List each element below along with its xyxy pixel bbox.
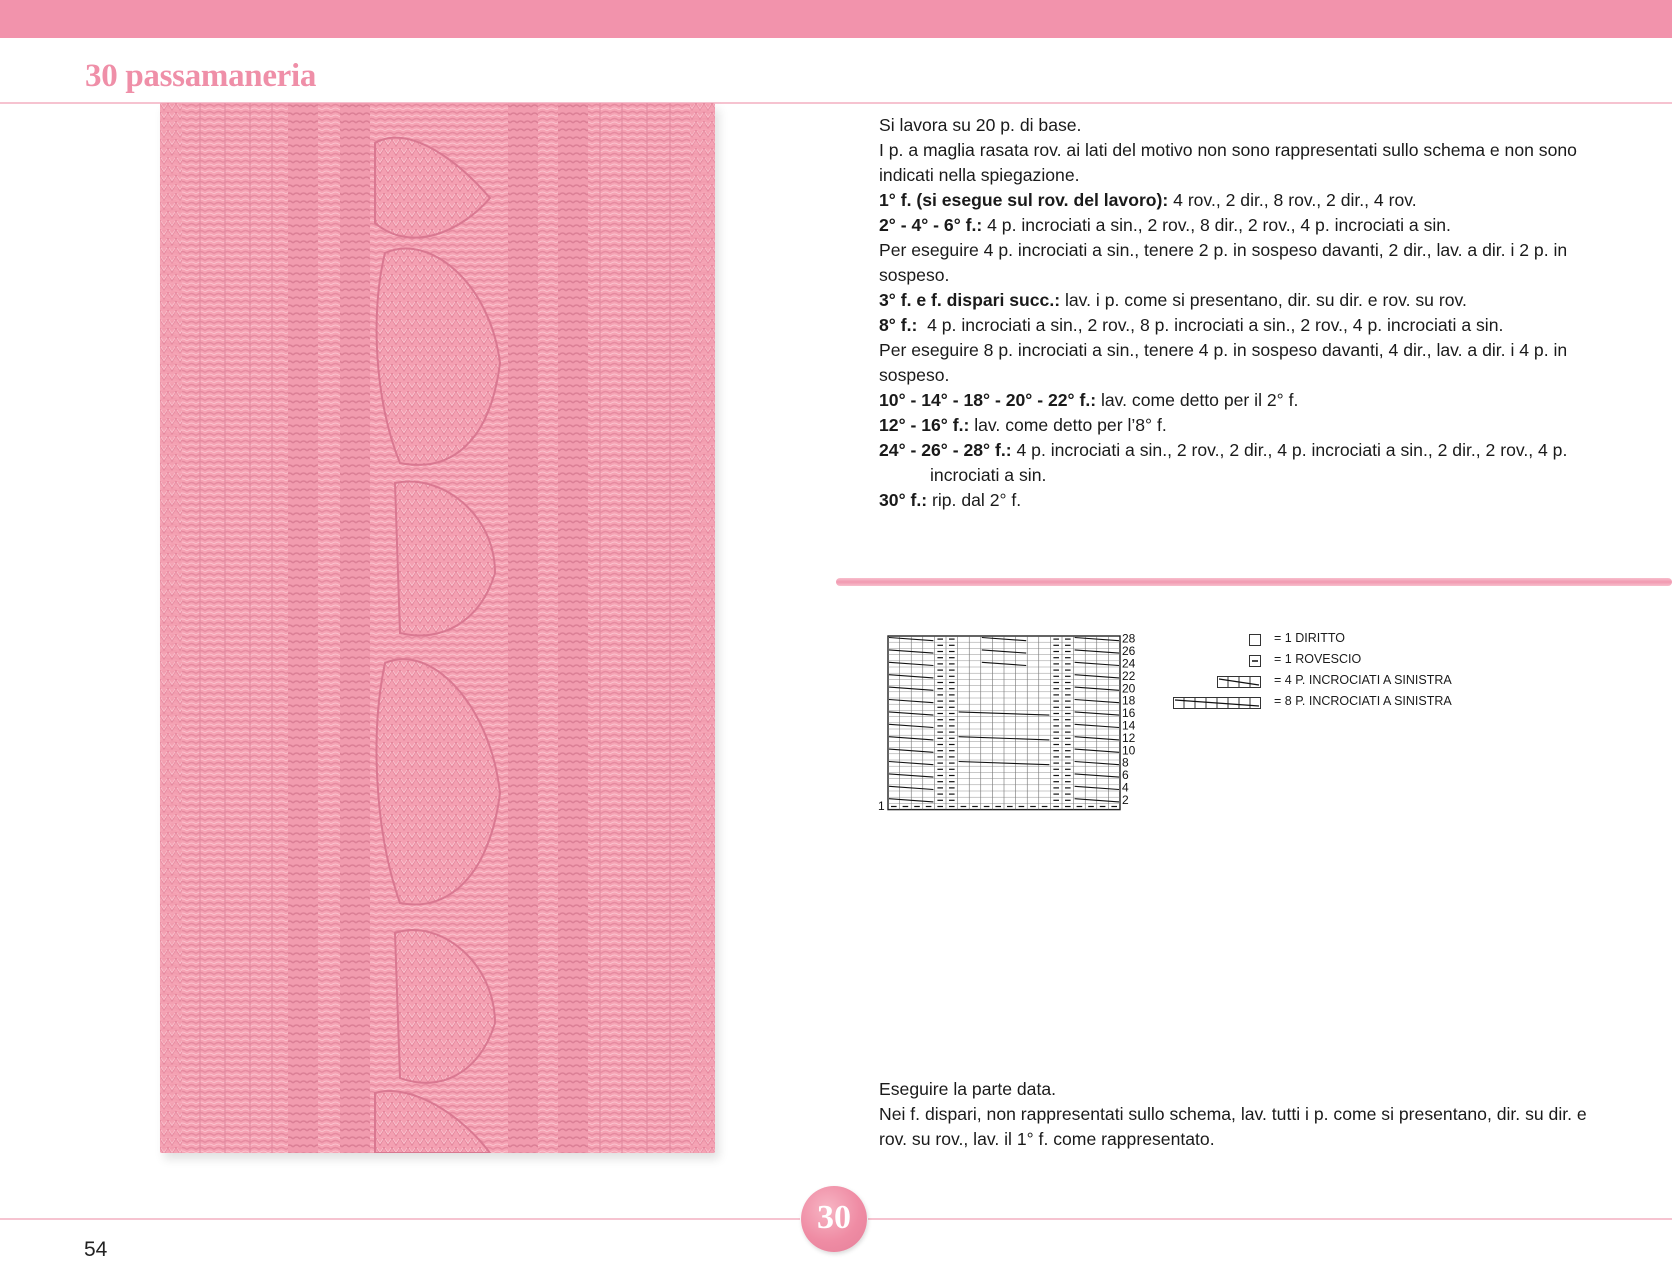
intro-base: Si lavora su 20 p. di base. [879, 115, 1082, 135]
row-30-text: rip. dal 2° f. [927, 490, 1022, 510]
row-1-text: 4 rov., 2 dir., 8 rov., 2 dir., 4 rov. [1168, 190, 1417, 210]
badge-number: 30 [817, 1199, 851, 1236]
bottom-note [879, 1077, 1599, 1152]
bottom-note-2: Nei f. dispari, non rappresentati sullo schema, lav. tutti i p. come si presentano, dir. su dir. e rov. su rov., lav. il 1° f. come rappresentato. [879, 1104, 1587, 1149]
row-number-label: 18 [1122, 693, 1136, 708]
row-10-label: 10° - 14° - 18° - 20° - 22° f.: [879, 390, 1097, 410]
row-2-text: 4 p. incrociati a sin., 2 rov., 8 dir., 2 rov., 4 p. incrociati a sin. [982, 215, 1451, 235]
row-number-label: 20 [1122, 681, 1136, 696]
row-2-note: Per eseguire 4 p. incrociati a sin., tenere 2 p. in sospeso davanti, 2 dir., lav. a dir. i 2 p. in sospeso. [879, 240, 1568, 285]
yarn-divider [836, 578, 1672, 586]
knit-swatch-icon [160, 103, 715, 1153]
row-number-label: 14 [1122, 718, 1136, 733]
knit-square-icon [1249, 634, 1261, 646]
row-number-label: 24 [1122, 656, 1136, 671]
row-3 [879, 288, 1599, 313]
yarn-ball-badge [801, 1186, 867, 1252]
row-8 [879, 313, 1599, 338]
row-24 [879, 438, 1599, 488]
row-8-text: 4 p. incrociati a sin., 2 rov., 8 p. incrociati a sin., 2 rov., 4 p. incrociati a sin. [917, 315, 1504, 335]
row-12-text: lav. come detto per l’8° f. [969, 415, 1167, 435]
row-12 [879, 413, 1599, 438]
row-number-label: 12 [1122, 730, 1136, 745]
row-number-label: 10 [1122, 743, 1136, 758]
row-30 [879, 488, 1599, 513]
purl-square-icon [1249, 655, 1261, 667]
row-10 [879, 388, 1599, 413]
row-number-label: 22 [1122, 668, 1136, 683]
intro-note: I p. a maglia rasata rov. ai lati del motivo non sono rappresentati sullo schema e non sono indicati nella spiegazione. [879, 140, 1577, 185]
row-24-text: 4 p. incrociati a sin., 2 rov., 2 dir., 4 p. incrociati a sin., 2 dir., 2 rov., 4 p. incrociati a sin. [930, 440, 1568, 485]
row-3-text: lav. i p. come si presentano, dir. su dir. e rov. su rov. [1060, 290, 1467, 310]
page-title: 30 passamaneria [85, 58, 317, 94]
row-12-label: 12° - 16° f.: [879, 415, 970, 435]
row-number-label: 4 [1122, 780, 1129, 795]
legend-label-cable8: = 8 P. INCROCIATI A SINISTRA [1274, 694, 1452, 708]
chart-grid-svg [870, 628, 1140, 818]
cable-4-icon [1217, 676, 1261, 688]
row-number-label: 16 [1122, 706, 1136, 721]
row-2 [879, 213, 1599, 238]
legend-label-knit: = 1 DIRITTO [1274, 631, 1345, 645]
knitting-chart [870, 628, 1140, 823]
footer-rule-left [0, 1218, 800, 1220]
row-30-label: 30° f.: [879, 490, 928, 510]
row-number-label: 26 [1122, 644, 1136, 659]
row-number-label: 28 [1122, 631, 1136, 646]
legend-label-purl: = 1 ROVESCIO [1274, 652, 1362, 666]
knitted-swatch-photo [160, 103, 715, 1153]
instructions [879, 113, 1599, 513]
row-10-text: lav. come detto per il 2° f. [1096, 390, 1299, 410]
legend-label-cable4: = 4 P. INCROCIATI A SINISTRA [1274, 673, 1452, 687]
row-24-label: 24° - 26° - 28° f.: [879, 440, 1012, 460]
page-number: 54 [84, 1238, 108, 1261]
row-2-label: 2° - 4° - 6° f.: [879, 215, 983, 235]
top-band [0, 0, 1672, 38]
row-8-label: 8° f.: [879, 315, 918, 335]
cable-8-icon [1173, 697, 1261, 709]
row-8-note: Per eseguire 8 p. incrociati a sin., tenere 4 p. in sospeso davanti, 4 dir., lav. a dir. i 4 p. in sospeso. [879, 340, 1568, 385]
footer-rule-right [868, 1218, 1672, 1220]
row-number-label: 6 [1122, 768, 1129, 783]
row-number-label: 2 [1122, 792, 1129, 807]
row-number-label: 8 [1122, 755, 1129, 770]
row-1 [879, 188, 1599, 213]
bottom-note-1: Eseguire la parte data. [879, 1079, 1057, 1099]
row-number-label-1: 1 [878, 799, 885, 814]
row-1-label: 1° f. (si esegue sul rov. del lavoro): [879, 190, 1169, 210]
row-3-label: 3° f. e f. dispari succ.: [879, 290, 1061, 310]
